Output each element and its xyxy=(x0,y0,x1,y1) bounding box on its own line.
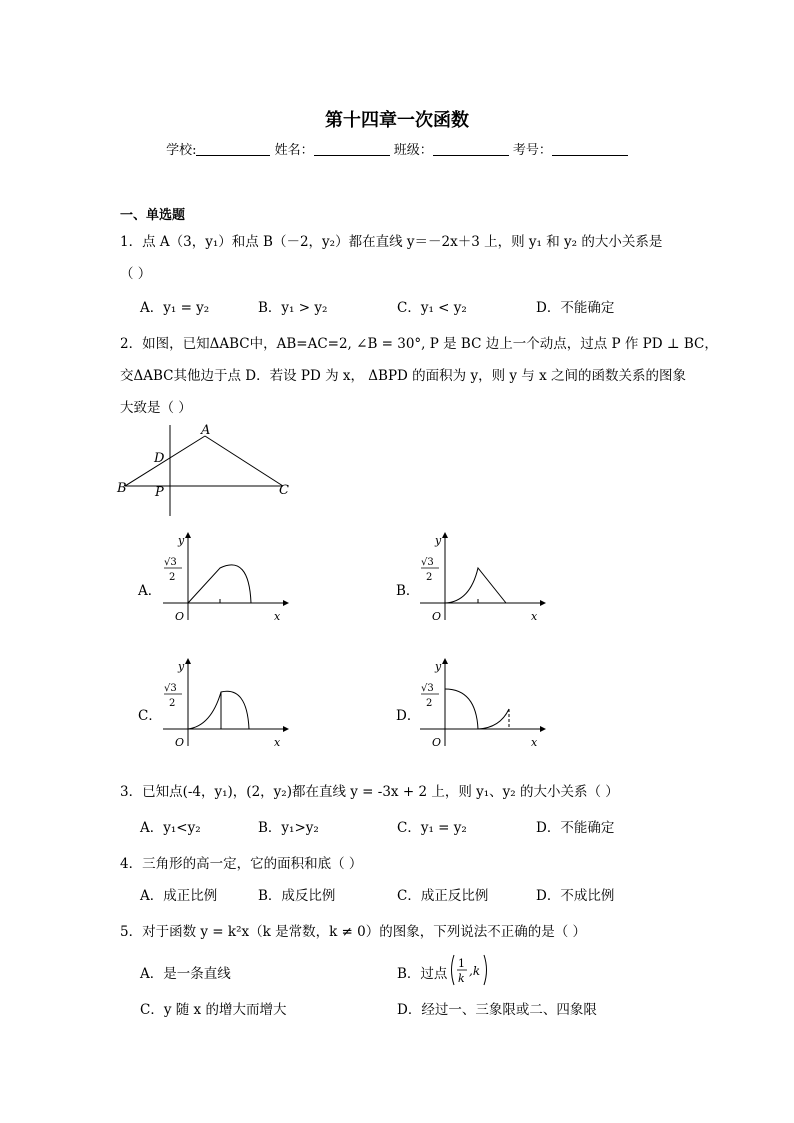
q1-option-d[interactable]: D．不能确定 xyxy=(536,300,615,316)
svg-text:y: y xyxy=(178,534,185,547)
q1-option-c[interactable]: C．y₁ < y₂ xyxy=(397,300,467,316)
q3-stem: 3．已知点(-4，y₁)，(2，y₂)都在直线 y = -3x + 2 上，则 y₁、y₂ 的大小关系（ ） xyxy=(120,784,619,800)
label-a: A xyxy=(201,423,211,438)
svg-text:y: y xyxy=(435,534,442,547)
svg-text:2: 2 xyxy=(426,572,433,583)
svg-text:,k: ,k xyxy=(469,964,481,978)
q2-option-b[interactable]: B． xyxy=(396,583,420,599)
section-heading: 一、单选题 xyxy=(120,208,186,223)
q5-option-b-label: B．过点 xyxy=(397,966,448,982)
number-label: 考号： xyxy=(512,143,552,158)
label-p: P xyxy=(155,485,164,500)
q5-option-b[interactable] xyxy=(397,962,447,982)
q4-option-c[interactable]: C．成正反比例 xyxy=(397,888,489,904)
svg-text:√3: √3 xyxy=(164,557,177,568)
graph-c xyxy=(155,656,290,751)
svg-text:2: 2 xyxy=(426,698,433,709)
class-label: 班级： xyxy=(393,143,433,158)
svg-text:√3: √3 xyxy=(164,683,177,694)
q5-option-a[interactable]: A．是一条直线 xyxy=(140,966,231,982)
svg-text:x: x xyxy=(274,610,281,623)
q4-option-b[interactable]: B．成反比例 xyxy=(258,888,336,904)
svg-text:y: y xyxy=(178,660,185,673)
name-blank[interactable] xyxy=(314,143,390,156)
q3-option-b[interactable]: B．y₁>y₂ xyxy=(258,820,319,836)
q3-option-c[interactable]: C．y₁ = y₂ xyxy=(397,820,467,836)
svg-text:x: x xyxy=(531,736,538,749)
student-info-line xyxy=(0,139,794,158)
svg-text:O: O xyxy=(432,736,442,749)
q2-option-c[interactable]: C． xyxy=(138,708,162,724)
q2-line2: 交ΔABC其他边于点 D．若设 PD 为 x， ΔBPD 的面积为 y，则 y 与 x 之间的函数关系的图象 xyxy=(120,368,686,384)
svg-text:x: x xyxy=(531,610,538,623)
school-label: 学校: xyxy=(166,143,197,158)
svg-text:O: O xyxy=(175,736,185,749)
q1-stem: 1．点 A（3，y₁）和点 B（－2，y₂）都在直线 y＝－2x＋3 上，则 y₁ 和 y₂ 的大小关系是 xyxy=(120,234,663,250)
svg-text:O: O xyxy=(175,610,185,623)
svg-text:2: 2 xyxy=(169,698,176,709)
q3-option-d[interactable]: D．不能确定 xyxy=(536,820,615,836)
q2-option-d[interactable]: D． xyxy=(396,708,421,724)
triangle-figure xyxy=(115,420,305,520)
svg-text:y: y xyxy=(435,660,442,673)
svg-text:√3: √3 xyxy=(421,683,434,694)
q4-option-d[interactable]: D．不成比例 xyxy=(536,888,615,904)
q2-line3: 大致是（ ） xyxy=(120,400,192,416)
svg-text:2: 2 xyxy=(169,572,176,583)
page-title: 第十四章一次函数 xyxy=(325,110,469,131)
graph-d xyxy=(412,656,547,751)
svg-text:x: x xyxy=(274,736,281,749)
q2-option-a[interactable]: A． xyxy=(138,583,162,599)
graph-b xyxy=(412,530,547,625)
svg-text:O: O xyxy=(432,610,442,623)
label-c: C xyxy=(279,483,289,498)
svg-text:k: k xyxy=(458,972,465,985)
q1-paren: （ ） xyxy=(120,266,152,282)
name-label: 姓名： xyxy=(274,143,314,158)
number-blank[interactable] xyxy=(552,143,628,156)
point-fraction xyxy=(448,952,493,988)
label-d: D xyxy=(154,451,165,466)
q2-line1: 2．如图，已知ΔABC中，AB=AC=2, ∠B = 30°, P 是 BC 边上一个动点，过点 P 作 PD ⊥ BC， xyxy=(120,336,718,352)
q4-option-a[interactable]: A．成正比例 xyxy=(140,888,218,904)
class-blank[interactable] xyxy=(433,143,509,156)
q5-option-d[interactable]: D．经过一、三象限或二、四象限 xyxy=(397,1002,597,1018)
q1-option-a[interactable]: A．y₁ = y₂ xyxy=(140,300,210,316)
q3-option-a[interactable]: A．y₁<y₂ xyxy=(140,820,201,836)
graph-a xyxy=(155,530,290,625)
q5-stem: 5．对于函数 y = k²x（k 是常数，k ≠ 0）的图象，下列说法不正确的是（ ） xyxy=(120,924,587,940)
label-b: B xyxy=(117,481,127,496)
q4-stem: 4．三角形的高一定，它的面积和底（ ） xyxy=(120,856,363,872)
svg-text:1: 1 xyxy=(458,957,465,970)
q1-option-b[interactable]: B．y₁ > y₂ xyxy=(258,300,328,316)
school-blank[interactable] xyxy=(196,143,270,156)
svg-text:√3: √3 xyxy=(421,557,434,568)
q5-option-c[interactable]: C．y 随 x 的增大而增大 xyxy=(140,1002,287,1018)
